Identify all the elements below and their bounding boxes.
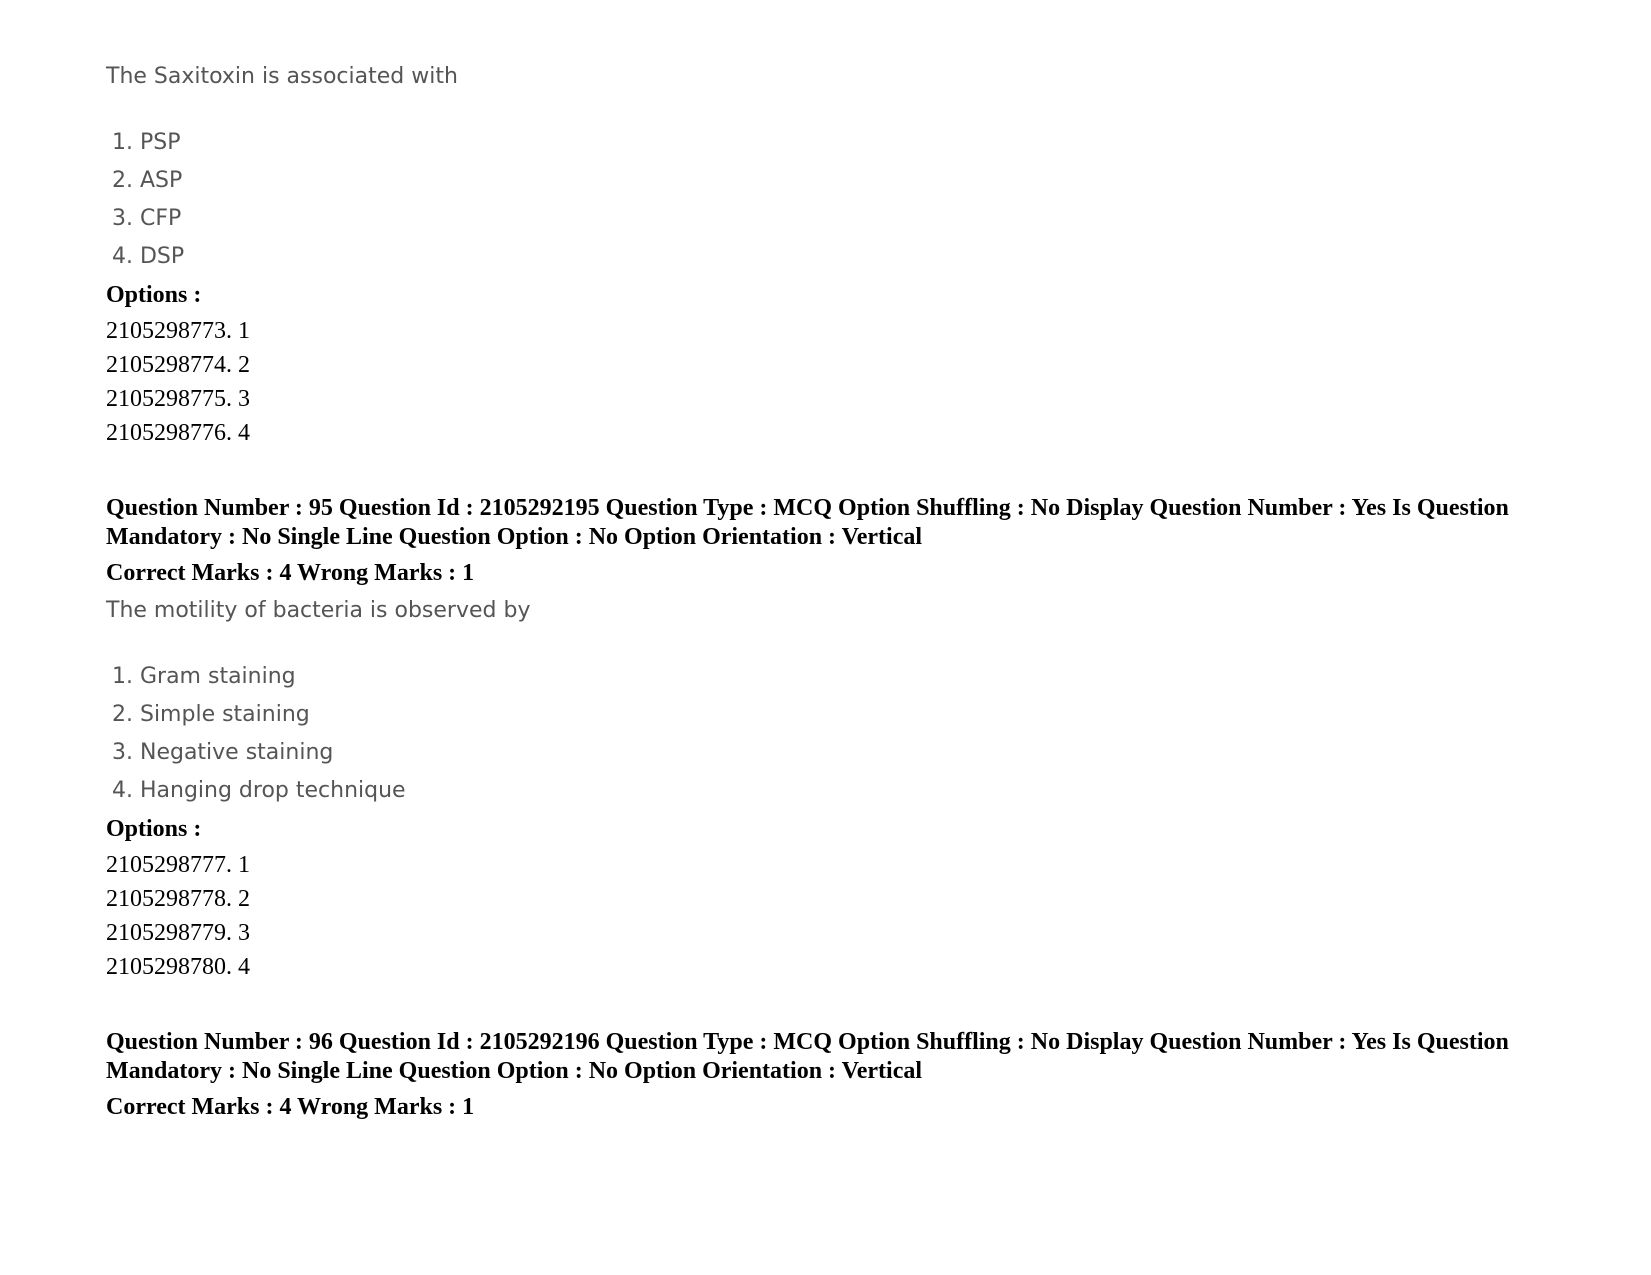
option-item: 2105298775. 3 bbox=[106, 386, 250, 412]
question-choice: 3. Negative staining bbox=[112, 740, 334, 765]
question-choice: 2. Simple staining bbox=[112, 702, 310, 727]
question-text: The motility of bacteria is observed by bbox=[106, 598, 531, 623]
question-text: The Saxitoxin is associated with bbox=[106, 64, 458, 89]
option-item: 2105298774. 2 bbox=[106, 352, 250, 378]
options-list bbox=[106, 848, 250, 984]
question-meta: Question Number : 96 Question Id : 2105292196 Question Type : MCQ Option Shuffling : No Display Question Number : Yes Is Question Mandatory : No Single Line Question Option : No Option Orientation : Vertical bbox=[106, 1029, 1509, 1084]
option-item: 2105298780. 4 bbox=[106, 954, 250, 980]
question-meta: Question Number : 95 Question Id : 2105292195 Question Type : MCQ Option Shuffling : No Display Question Number : Yes Is Question Mandatory : No Single Line Question Option : No Option Orientation : Vertical bbox=[106, 495, 1509, 550]
question-choices-list bbox=[112, 124, 184, 276]
options-list bbox=[106, 314, 250, 450]
question-marks: Correct Marks : 4 Wrong Marks : 1 bbox=[106, 560, 475, 586]
options-heading: Options : bbox=[106, 282, 202, 308]
question-choice: 4. DSP bbox=[112, 244, 185, 269]
option-item: 2105298777. 1 bbox=[106, 852, 250, 878]
option-item: 2105298773. 1 bbox=[106, 318, 250, 344]
option-item: 2105298778. 2 bbox=[106, 886, 250, 912]
question-choice: 3. CFP bbox=[112, 206, 182, 231]
question-choice: 1. Gram staining bbox=[112, 664, 296, 689]
options-heading: Options : bbox=[106, 816, 202, 842]
question-marks: Correct Marks : 4 Wrong Marks : 1 bbox=[106, 1094, 475, 1120]
question-choice: 1. PSP bbox=[112, 130, 181, 155]
option-item: 2105298779. 3 bbox=[106, 920, 250, 946]
option-item: 2105298776. 4 bbox=[106, 420, 250, 446]
question-choice: 4. Hanging drop technique bbox=[112, 778, 406, 803]
question-choice: 2. ASP bbox=[112, 168, 183, 193]
question-choices-list bbox=[112, 658, 406, 810]
